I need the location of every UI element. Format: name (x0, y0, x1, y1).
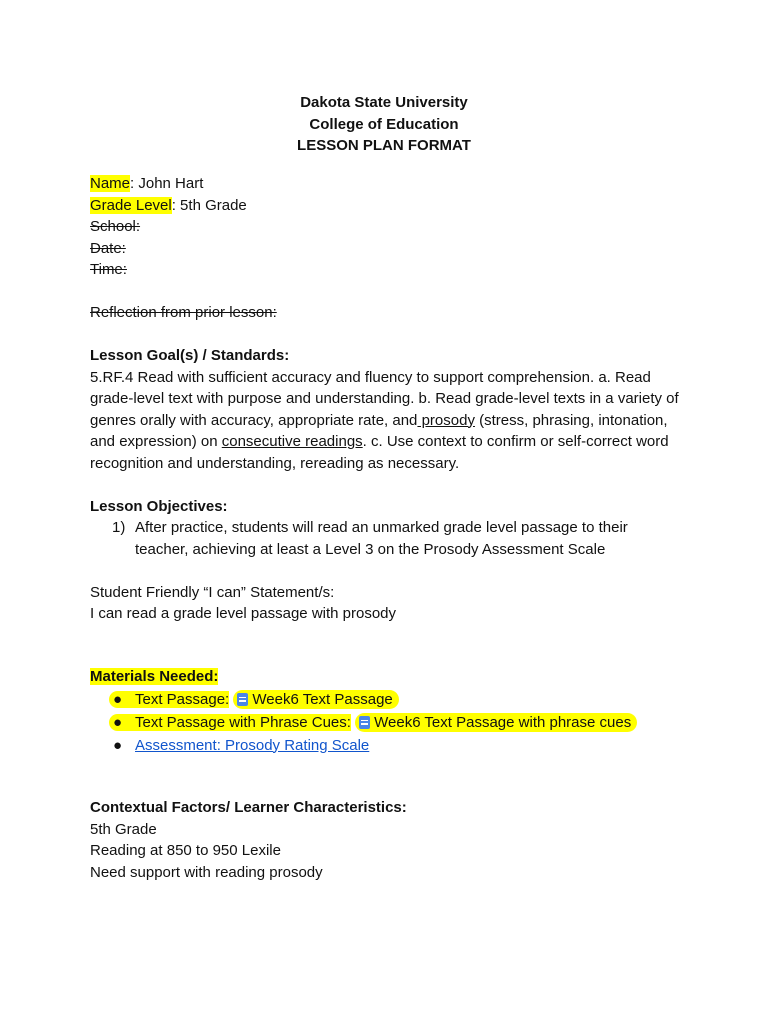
contextual-line1: 5th Grade (90, 820, 157, 838)
materials-list (90, 688, 680, 757)
document-header (0, 92, 768, 157)
spacer (90, 560, 680, 582)
name-value: : John Hart (130, 175, 204, 192)
materials-heading (90, 666, 680, 688)
assessment-link[interactable]: Assessment: Prosody Rating Scale (135, 736, 370, 754)
document-body (90, 173, 680, 883)
material-label: Text Passage: (135, 690, 230, 708)
prosody-term: prosody (417, 411, 475, 429)
doc-chip-label: Week6 Text Passage (252, 690, 393, 708)
grade-line (90, 195, 680, 217)
doc-icon (237, 693, 248, 706)
grade-label: Grade Level (90, 196, 172, 214)
material-label-highlight (109, 691, 229, 708)
material-item-assessment (90, 734, 680, 757)
spacer (90, 324, 680, 346)
spacer (90, 778, 680, 797)
consecutive-term: consecutive readings (221, 433, 363, 450)
doc-icon (359, 716, 370, 729)
college-title: College of Education (309, 115, 459, 133)
material-label: Text Passage with Phrase Cues: (135, 713, 351, 731)
bullet: ● (113, 690, 123, 708)
contextual-heading: Contextual Factors/ Learner Characteristics: (90, 799, 407, 816)
objective-line2: teacher, achieving at least a Level 3 on the Prosody Assessment Scale (135, 540, 606, 558)
spacer (90, 474, 680, 496)
doc-chip-label: Week6 Text Passage with phrase cues (374, 713, 632, 731)
date-line: Date: (90, 239, 126, 257)
doc-chip-week6-phrase-cues[interactable] (355, 713, 637, 732)
name-label: Name (90, 175, 131, 192)
spacer (90, 281, 680, 303)
doc-chip-week6-text-passage[interactable] (233, 690, 398, 709)
bullet: ● (113, 736, 123, 754)
time-line: Time: (90, 261, 127, 278)
contextual-line3: Need support with reading prosody (90, 863, 323, 881)
spacer (90, 757, 680, 779)
materials-heading-text: Materials Needed: (90, 668, 219, 685)
reflection-line: Reflection from prior lesson: (90, 304, 277, 321)
ican-heading: Student Friendly “I can” Statement/s: (90, 583, 335, 601)
ican-text: I can read a grade level passage with prosody (90, 605, 397, 622)
goals-text-part2: (stress, phrasing, intonation, and expression) on (90, 411, 668, 450)
material-item-phrase-cues (90, 711, 680, 734)
material-item-text-passage (90, 688, 680, 711)
goals-text (90, 367, 680, 475)
school-line: School: (90, 218, 141, 235)
contextual-line2: Reading at 850 to 950 Lexile (90, 842, 281, 859)
objective-line1: After practice, students will read an unmarked grade level passage to their (135, 519, 628, 536)
bullet: ● (113, 713, 123, 731)
goals-text-part3: . c. Use context to confirm or self-correct word recognition and understanding, rereading as necessary. (90, 433, 669, 472)
objective-item (90, 517, 680, 560)
goals-text-part1: 5.RF.4 Read with sufficient accuracy and fluency to support comprehension. a. Read grade-level text with purpose and understanding. b. Read grade-level texts in a variety of genres orally with accuracy, appropriate rate, and (90, 368, 679, 429)
goals-heading: Lesson Goal(s) / Standards: (90, 347, 290, 364)
university-title: Dakota State University (300, 94, 468, 111)
grade-value: : 5th Grade (171, 196, 247, 214)
objectives-heading: Lesson Objectives: (90, 497, 228, 515)
spacer (90, 646, 680, 666)
name-line (90, 173, 680, 195)
format-title: LESSON PLAN FORMAT (297, 137, 471, 154)
spacer (90, 625, 680, 647)
objective-number: 1) (112, 519, 126, 536)
material-label-highlight (109, 714, 351, 731)
objectives-list (90, 517, 680, 560)
